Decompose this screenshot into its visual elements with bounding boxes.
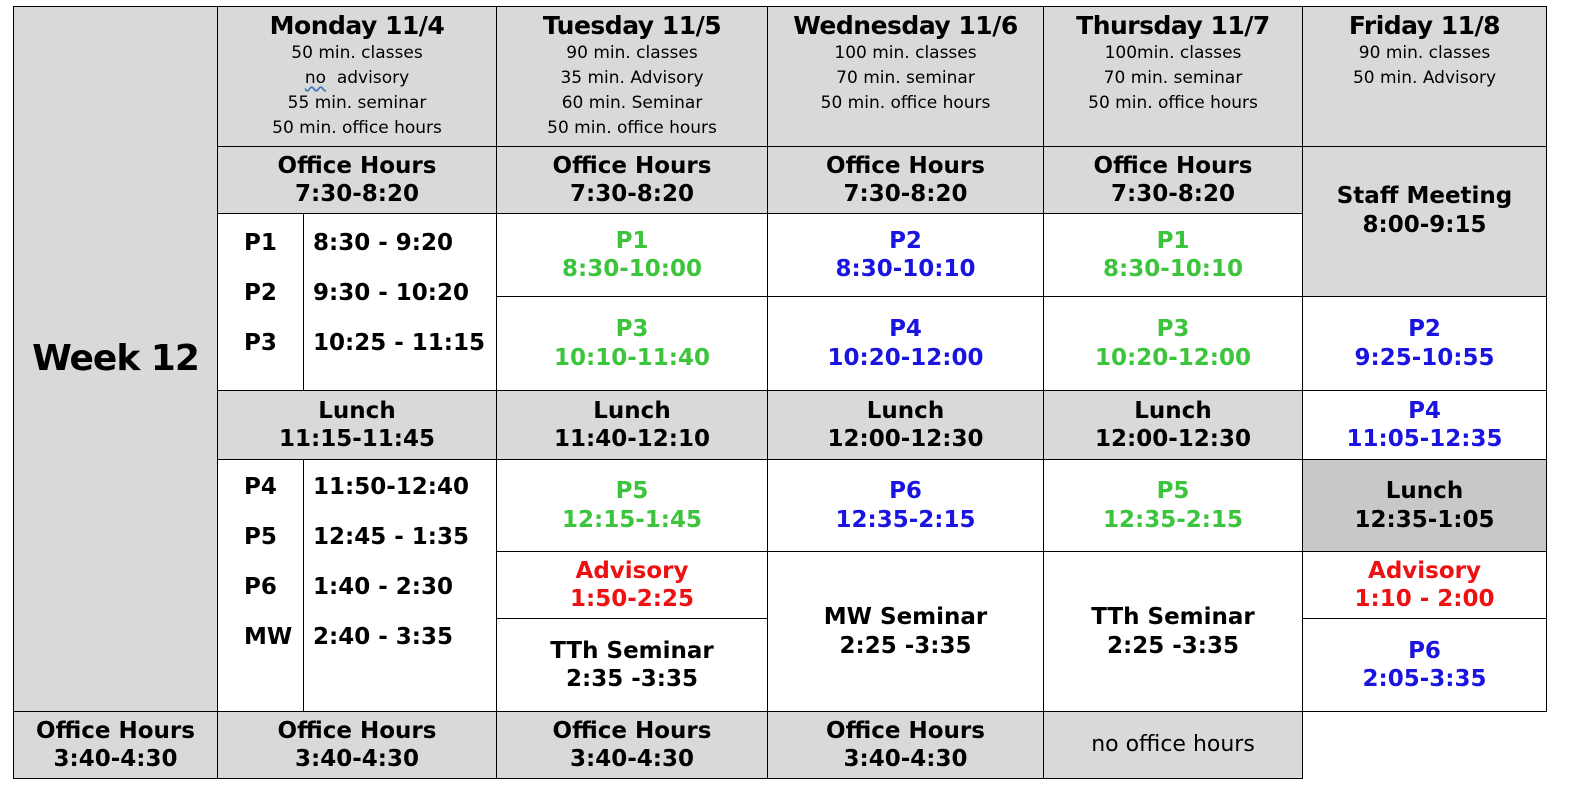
period-time: 12:45 - 1:35 — [313, 524, 469, 550]
block-label: Office Hours — [826, 152, 985, 179]
block-label: P2 — [1408, 316, 1441, 343]
day-note: 90 min. classes — [566, 43, 698, 63]
block-time: 7:30-8:20 — [570, 181, 694, 207]
block-time: 9:25-10:55 — [1354, 344, 1495, 371]
block-time: 12:15-1:45 — [562, 506, 702, 533]
block-label: TTh Seminar — [550, 637, 714, 664]
office-hours-pm-wednesday — [497, 712, 768, 779]
block-label: P3 — [615, 316, 649, 343]
day-note: 50 min. office hours — [820, 92, 991, 113]
lunch-friday — [1303, 460, 1547, 552]
day-header-friday — [1303, 7, 1547, 147]
block-time: 3:40-4:30 — [295, 746, 419, 772]
block-label: P4 — [1408, 397, 1441, 424]
day-note: 50 min. office hours — [547, 117, 717, 138]
period-time: 9:30 - 10:20 — [313, 280, 469, 306]
office-hours-pm-monday — [14, 712, 218, 779]
day-name: Wednesday 11/6 — [793, 11, 1018, 40]
block-time: 1:10 - 2:00 — [1354, 586, 1495, 612]
tuesday-seminar-block — [497, 619, 768, 712]
office-hours-am-thursday — [1044, 147, 1303, 214]
day-name: Thursday 11/7 — [1076, 11, 1270, 40]
lunch-tuesday — [497, 391, 768, 460]
wednesday-seminar-block — [768, 552, 1044, 712]
day-note: 35 min. Advisory — [560, 67, 704, 88]
block-time: 1:50-2:25 — [570, 586, 694, 612]
period-label: P4 — [244, 474, 277, 500]
block-time: 2:35 -3:35 — [566, 666, 698, 692]
block-time: 10:20-12:00 — [1095, 344, 1251, 371]
lunch-wednesday — [768, 391, 1044, 460]
friday-advisory-block — [1303, 552, 1547, 619]
block-time: 3:40-4:30 — [53, 746, 178, 772]
day-note: 60 min. Seminar — [561, 92, 703, 113]
office-hours-am-tuesday — [497, 147, 768, 214]
friday-period-block — [1303, 297, 1547, 391]
block-label: P6 — [1408, 637, 1441, 664]
block-time: 8:30-10:10 — [835, 256, 976, 282]
day-header-wednesday — [768, 7, 1044, 147]
office-hours-pm-tuesday — [218, 712, 497, 779]
period-time: 11:50-12:40 — [313, 474, 469, 500]
monday-morning-periods — [218, 214, 497, 391]
day-name: Friday 11/8 — [1348, 11, 1501, 40]
period-label: P2 — [244, 280, 277, 306]
block-time: 2:25 -3:35 — [839, 632, 972, 659]
day-header-thursday — [1044, 7, 1303, 147]
block-label: P2 — [889, 227, 922, 254]
lunch-thursday — [1044, 391, 1303, 460]
day-note — [218, 66, 496, 91]
staff-meeting-friday — [1303, 147, 1547, 297]
period-label: P6 — [244, 574, 277, 600]
period-label: P3 — [244, 330, 277, 356]
block-label: P5 — [1156, 478, 1190, 505]
block-time: 11:40-12:10 — [554, 426, 710, 452]
block-label: Advisory — [575, 557, 689, 584]
day-name: Tuesday 11/5 — [542, 11, 722, 40]
block-label: Office Hours — [1093, 152, 1253, 179]
block-label: P6 — [889, 478, 922, 505]
block-label: Office Hours — [277, 152, 437, 179]
block-time: 8:30-10:10 — [1103, 256, 1243, 282]
block-time: 10:10-11:40 — [554, 344, 710, 371]
block-label: Lunch — [1134, 397, 1212, 424]
day-note: 50 min. classes — [291, 43, 423, 63]
block-label: Office Hours — [277, 717, 437, 744]
tuesday-period-block — [497, 214, 768, 297]
day-note: 70 min. seminar — [1103, 67, 1243, 88]
block-label: P1 — [615, 227, 649, 254]
period-label: MW — [244, 624, 293, 650]
day-note: 50 min. office hours — [272, 117, 442, 138]
block-time: 2:05-3:35 — [1362, 666, 1487, 692]
block-label: MW Seminar — [823, 604, 988, 631]
block-time: 11:15-11:45 — [279, 426, 435, 452]
block-label: Office Hours — [552, 152, 712, 179]
block-label: Staff Meeting — [1336, 183, 1513, 210]
period-time: 1:40 - 2:30 — [313, 574, 453, 600]
day-note: 55 min. seminar — [287, 92, 427, 113]
tuesday-advisory-block — [497, 552, 768, 619]
day-note: 100 min. classes — [834, 43, 977, 63]
office-hours-am-monday — [218, 147, 497, 214]
wednesday-period-block — [768, 460, 1044, 552]
block-time: 8:00-9:15 — [1362, 211, 1487, 238]
block-time: 12:35-2:15 — [835, 506, 976, 533]
friday-period-block — [1303, 619, 1547, 712]
day-note: 50 min. Advisory — [1352, 67, 1497, 88]
day-note: 100min. classes — [1104, 43, 1242, 63]
thursday-period-block — [1044, 460, 1303, 552]
thursday-period-block — [1044, 214, 1303, 297]
block-label: Office Hours — [826, 717, 985, 744]
block-label: P3 — [1156, 316, 1190, 343]
block-label: P4 — [889, 316, 922, 343]
block-label: P5 — [615, 478, 649, 505]
block-time: 3:40-4:30 — [570, 746, 694, 772]
block-label: P1 — [1156, 227, 1190, 254]
block-time: 12:00-12:30 — [1095, 426, 1251, 452]
thursday-period-block — [1044, 297, 1303, 391]
period-time: 10:25 - 11:15 — [313, 330, 485, 356]
period-label: P5 — [244, 524, 277, 550]
block-label: Advisory — [1368, 557, 1481, 584]
block-time: 8:30-10:00 — [562, 256, 702, 282]
block-label: Lunch — [866, 397, 945, 424]
block-label: Lunch — [593, 397, 671, 424]
tuesday-period-block — [497, 297, 768, 391]
block-time: 3:40-4:30 — [843, 746, 968, 772]
friday-period-block — [1303, 391, 1547, 460]
block-time: 7:30-8:20 — [1111, 181, 1235, 207]
day-note-word: no — [304, 67, 327, 88]
office-hours-pm-thursday — [768, 712, 1044, 779]
block-label: Lunch — [318, 397, 396, 424]
office-hours-am-wednesday — [768, 147, 1044, 214]
block-time: 12:00-12:30 — [827, 426, 984, 452]
wednesday-period-block — [768, 214, 1044, 297]
block-time: 12:35-2:15 — [1103, 506, 1243, 533]
day-note: 70 min. seminar — [836, 67, 975, 88]
period-label: P1 — [244, 230, 277, 256]
wednesday-period-block — [768, 297, 1044, 391]
day-note-word: advisory — [336, 67, 410, 88]
period-time: 2:40 - 3:35 — [313, 624, 453, 650]
period-time: 8:30 - 9:20 — [313, 230, 453, 256]
block-label: TTh Seminar — [1091, 604, 1255, 631]
block-time: 2:25 -3:35 — [1107, 632, 1239, 659]
monday-afternoon-periods — [218, 460, 497, 712]
block-time: 12:35-1:05 — [1354, 506, 1495, 533]
day-header-monday — [218, 7, 497, 147]
day-header-tuesday — [497, 7, 768, 147]
block-label: Office Hours — [552, 717, 712, 744]
day-note: 50 min. office hours — [1088, 92, 1258, 113]
block-time: 7:30-8:20 — [843, 181, 968, 207]
block-label: Lunch — [1385, 478, 1464, 505]
day-name: Monday 11/4 — [269, 11, 445, 40]
week-label: Week 12 — [14, 7, 218, 712]
block-time: 10:20-12:00 — [827, 344, 984, 371]
day-note: 90 min. classes — [1358, 43, 1491, 63]
block-label: Office Hours — [36, 717, 195, 744]
block-time: 7:30-8:20 — [295, 181, 419, 207]
thursday-seminar-block — [1044, 552, 1303, 712]
week-schedule-table — [13, 6, 1547, 779]
no-office-hours-friday: no office hours — [1044, 712, 1303, 779]
block-time: 11:05-12:35 — [1346, 426, 1503, 452]
tuesday-period-block — [497, 460, 768, 552]
lunch-monday — [218, 391, 497, 460]
